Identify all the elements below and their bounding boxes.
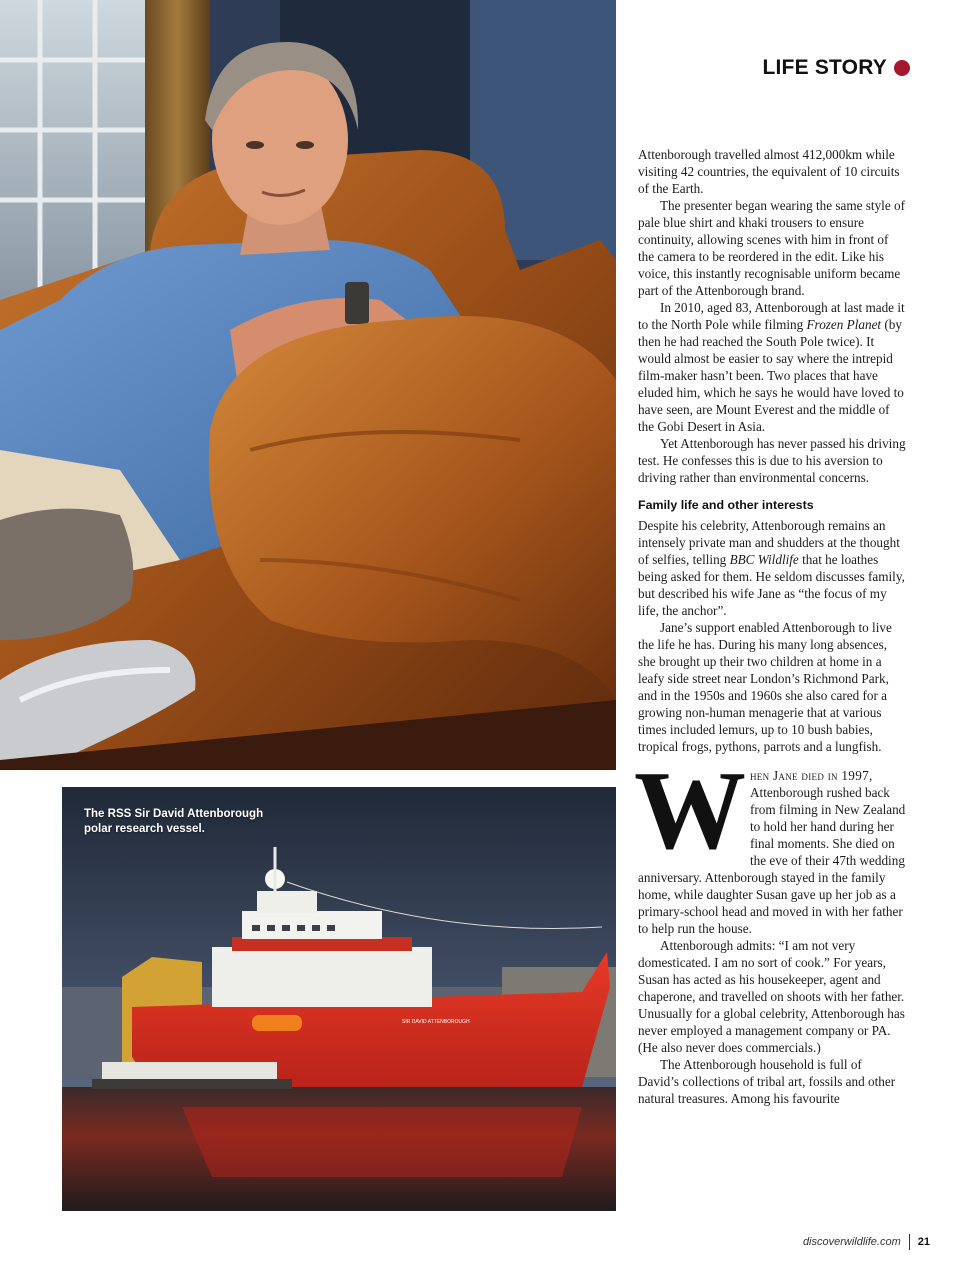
paragraph-2: The presenter began wearing the same style of pale blue shirt and khaki trousers to ensure continuity, allowing scenes with him in front of the camera to be reordered in the edit. Like his voice, this instantly recognisable uniform became part of the Attenborough brand.: [638, 198, 905, 298]
section-label: [762, 56, 910, 80]
paragraph-4: Yet Attenborough has never passed his driving test. He confesses this is due to his aversion to driving rather than environmental concerns.: [638, 436, 906, 485]
ship-photo: [62, 787, 616, 1211]
article-body: [634, 146, 906, 1107]
page-number: 21: [917, 1236, 930, 1248]
paragraph-9: The Attenborough household is full of David’s collections of tribal art, fossils and other natural treasures. Among his favourite: [638, 1057, 896, 1106]
paragraph-1: Attenborough travelled almost 412,000km while visiting 42 countries, the equivalent of 10 circuits of the Earth.: [638, 147, 900, 196]
hull-name-text: SIR DAVID ATTENBOROUGH: [402, 1019, 470, 1025]
paragraph-6: Jane’s support enabled Attenborough to live the life he has. During his many long absences, she brought up their two children at home in a leafy side street near London’s Richmond Park, and in the 1950s and 1960s she also cared for a growing non-human menagerie that at various times included lemurs, up to 10 bush babies, tropical frogs, pythons, parrots and a lungfish.: [638, 620, 892, 754]
section-dot-icon: [894, 60, 910, 76]
photo-caption: The RSS Sir David Attenborough polar research vessel.: [84, 808, 264, 835]
portrait-photo: [0, 0, 616, 770]
subheading: Family life and other interests: [638, 498, 814, 512]
footer-url[interactable]: discoverwildlife.com: [802, 1236, 901, 1248]
page-footer: [803, 1234, 930, 1250]
paragraph-5: Despite his celebrity, Attenborough remains an intensely private man and shudders at the thought of selfies, telling BBC Wildlife that he loathes being asked for them. He seldom discusses family, but described his wife Jane as “the focus of my life, the anchor”.: [638, 518, 905, 618]
paragraph-3: In 2010, aged 83, Attenborough at last made it to the North Pole while filming Frozen Planet (by then he had reached the South Pole twice). It would almost be easier to say where the intrepid film-maker hasn’t been. Two places that have eluded him, which he says he would have loved to have seen, are Mount Everest and the middle of the Gobi Desert in Asia.: [638, 300, 905, 434]
paragraph-7: When Jane died in 1997, Attenborough rushed back from filming in New Zealand to hold her hand during her final moments. She died on the eve of their 47th wedding anniversary. Attenborough stayed in the family home, while daughter Susan gave up her job as a primary-school head and moved in with her father to help run the house.: [634, 749, 906, 936]
drop-cap: W: [634, 749, 746, 873]
paragraph-8: Attenborough admits: “I am not very domesticated. I am no sort of cook.” For years, Susan has acted as his housekeeper, agent and chaperone, and travelled on shoots with her father. Unusually for a global celebrity, Attenborough has never employed a management company or PA. (He also never does commercials.): [638, 938, 905, 1055]
section-label-text: LIFE STORY: [762, 56, 887, 79]
footer-divider: [909, 1234, 910, 1250]
